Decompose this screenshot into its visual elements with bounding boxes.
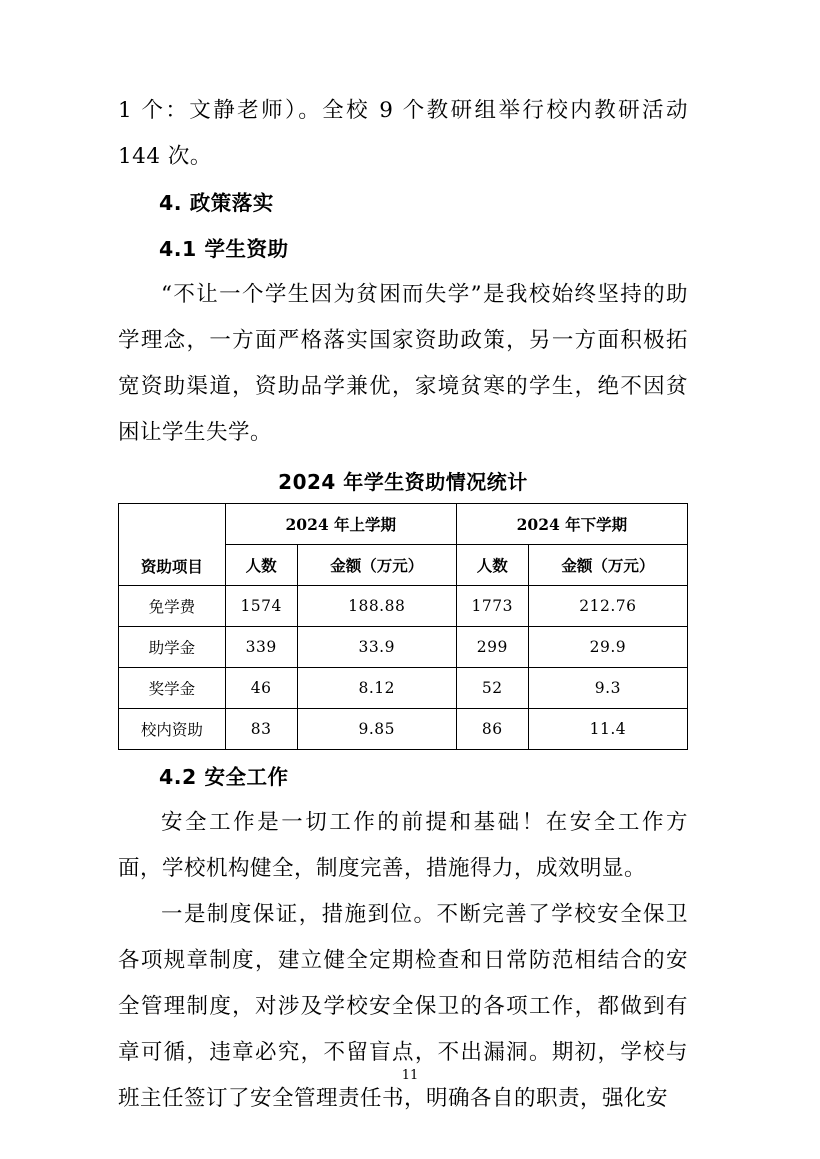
table-header-row (119, 504, 688, 545)
row-label: 免学费 (119, 586, 226, 627)
table-row (119, 586, 688, 627)
row-label: 助学金 (119, 627, 226, 668)
row-value: 33.9 (297, 627, 456, 668)
paragraph-safety-system: 一是制度保证，措施到位。不断完善了学校安全保卫各项规章制度，建立健全定期检查和日常防范相结合的安全管理制度，对涉及学校安全保卫的各项工作，都做到有章可循，违章必究，不留盲点，不出漏洞。期初，学校与班主任签订了安全管理责任书，明确各自的职责，强化安 (118, 902, 688, 1111)
paragraph-safety-overview: 安全工作是一切工作的前提和基础！在安全工作方面，学校机构健全，制度完善，措施得力，成效明显。 (118, 810, 688, 881)
table-title: 2024 年学生资助情况统计 (278, 470, 528, 494)
page-content (118, 88, 688, 1122)
row-value: 86 (456, 709, 528, 750)
row-value: 299 (456, 627, 528, 668)
heading-safety-work: 4.2 安全工作 (159, 765, 289, 789)
row-value: 8.12 (297, 668, 456, 709)
row-value: 1574 (225, 586, 297, 627)
row-value: 52 (456, 668, 528, 709)
row-value: 212.76 (528, 586, 687, 627)
row-value: 188.88 (297, 586, 456, 627)
row-value: 11.4 (528, 709, 687, 750)
table-row (119, 668, 688, 709)
table-corner-cell (119, 504, 226, 586)
paragraph-continued: 1 个：文静老师）。全校 9 个教研组举行校内教研活动 144 次。 (118, 98, 688, 169)
corner-label: 资助项目 (140, 557, 203, 576)
subheader-amount-first: 金额（万元） (297, 545, 456, 586)
table-row (119, 627, 688, 668)
page-number: 11 (401, 1068, 419, 1083)
paragraph-student-aid-philosophy: “不让一个学生因为贫困而失学”是我校始终坚持的助学理念，一方面严格落实国家资助政策，另一方面积极拓宽资助渠道，资助品学兼优，家境贫寒的学生，绝不因贫困让学生失学。 (118, 282, 688, 445)
row-value: 9.3 (528, 668, 687, 709)
row-value: 46 (225, 668, 297, 709)
row-value: 9.85 (297, 709, 456, 750)
subheader-count-first: 人数 (225, 545, 297, 586)
group-header-first-term: 2024 年上学期 (225, 504, 456, 545)
row-label: 校内资助 (119, 709, 226, 750)
row-value: 1773 (456, 586, 528, 627)
heading-student-aid: 4.1 学生资助 (159, 237, 289, 261)
group-header-second-term: 2024 年下学期 (456, 504, 687, 545)
row-label: 奖学金 (119, 668, 226, 709)
subheader-count-second: 人数 (456, 545, 528, 586)
table-row (119, 709, 688, 750)
row-value: 83 (225, 709, 297, 750)
row-value: 339 (225, 627, 297, 668)
subheader-amount-second: 金额（万元） (528, 545, 687, 586)
student-aid-table (118, 503, 688, 750)
row-value: 29.9 (528, 627, 687, 668)
heading-policy-implementation: 4. 政策落实 (159, 191, 274, 215)
